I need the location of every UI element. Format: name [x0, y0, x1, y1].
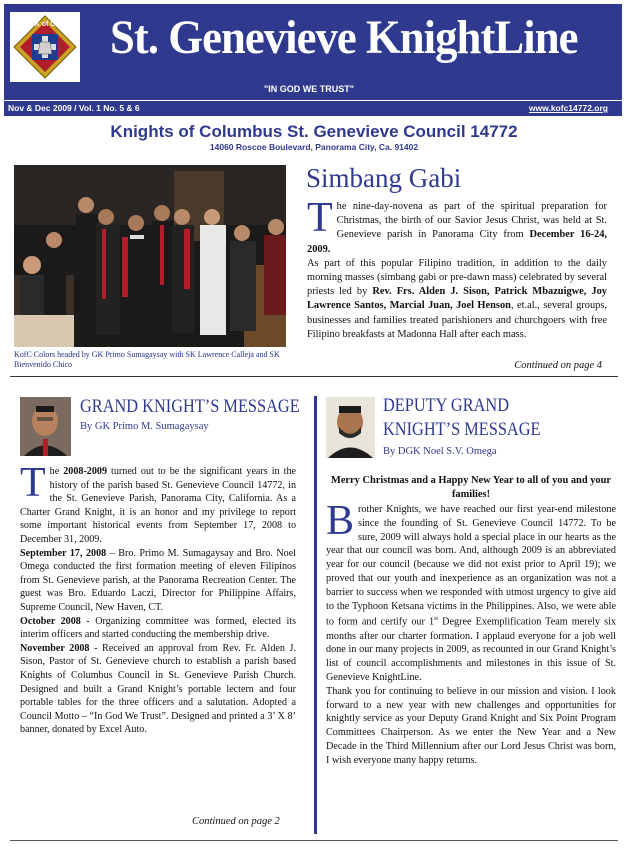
issue-info: Nov & Dec 2009 / Vol. 1 No. 5 & 6: [8, 103, 140, 113]
council-address: 14060 Roscoe Boulevard, Panorama City, Ca. 91402: [209, 142, 419, 152]
simbang-gabi-headline: Simbang Gabi: [306, 163, 462, 193]
divider: [10, 376, 618, 377]
issue-strip: [4, 101, 622, 116]
deputy-grand-knight-byline: By DGK Noel S.V. Omega: [383, 446, 497, 457]
deputy-grand-knight-headline: DEPUTY GRAND KNIGHT’S MESSAGE: [383, 395, 541, 440]
grand-knight-article: The 2008-2009 turned out to be the significant years in the history of the parish based St. Genevieve Council 14772, in the St. Genevieve Parish, Panorama City, California. As a Charter Grand Knight, it is an honor and my privilege to report some important historical events from September 17, 2008 to December 31, 2009. September 17, 2008 – Bro. Primo M. Sumagaysay and Bro. Noel Omega conducted the first formation meeting of eleven Filipinos from St. Genevieve parish, at the Panorama Recreation Center. The guest was Bro. Eduardo Laczi, Director for Philippine Affairs, Supreme Council, New Haven, CT. October 2008 - Organizing committee was formed, elected its interim officers and started conducting the membership drive. November 2008 - Received an approval from Rev. Fr. Alden J. Sison, Pastor of St. Genevieve church to establish a parish based Knights of Columbus Council in St. Genevieve Parish Church. Designed and built a Grand Knight’s portable lectern and four portable tables for the three officers and a salutation. Adopted a Council Motto – “In God We Trust”. Designed and printed a 3’ X 8’ banner, donated by Excel Auto.: [20, 460, 296, 736]
grand-knight-headline: GRAND KNIGHT’S MESSAGE: [80, 396, 300, 417]
photo-caption: KofC Colors headed by GK Primo Sumagaysay with SK Lawrence Calleja and SK Bienvenido Chico: [14, 350, 280, 369]
svg-text:K of C: K of C: [34, 21, 56, 28]
continued-page-2: Continued on page 2: [192, 816, 280, 827]
column-divider: [314, 396, 317, 834]
newsletter-motto: "IN GOD WE TRUST": [264, 84, 355, 94]
council-name: Knights of Columbus St. Genevieve Council 14772: [110, 122, 518, 141]
holiday-greeting: Merry Christmas and a Happy New Year to all of you and your families!: [331, 475, 611, 500]
colors-procession-photo: [14, 165, 286, 347]
grand-knight-portrait: [20, 397, 71, 456]
website-link[interactable]: www.kofc14772.org: [528, 103, 608, 113]
deputy-grand-knight-portrait: [326, 397, 375, 458]
continued-page-4: Continued on page 4: [514, 360, 602, 371]
drop-cap: T: [307, 195, 333, 241]
newsletter-title: St. Genevieve KnightLine: [110, 11, 578, 64]
drop-cap: T: [20, 460, 46, 506]
deputy-grand-knight-article: Brother Knights, we have reached our first year-end milestone since the founding of St. Genevieve Council 14772. To be sure, 2009 will always hold a special place in our hearts as the year that our council was born. And, although 2009 is an abbreviated year for our council (because we did not exist prior to April 19); we proved that our youth and inexperience as an organization was not a barrier to success when we responded with utmost urgency to give aid to the Typhoon Ketsana victims in the Philippines. Also, we were able to form and certify our 1st Degree Exemplification Team merely six months after our charter formation. I applaud everyone for a job well done in our many projects in 2009, as recounted in our Grand Knight’s list of council accomplishments and milestones in this issue of St. Genevieve KnightLine. Thank you for continuing to believe in our mission and vision. I look forward to a new year with new challenges and opportunities for knightly service as your Deputy Grand Knight and Six Point Program Committees Chairperson. As we enter the New Year and a New Decade in the Third Millennium after our Lord Jesus Christ was born, I wish everyone many happy returns.: [326, 498, 616, 766]
masthead: [4, 4, 622, 100]
grand-knight-byline: By GK Primo M. Sumagaysay: [80, 421, 209, 432]
drop-cap: B: [326, 498, 355, 544]
divider: [10, 840, 618, 841]
simbang-gabi-article: The nine-day-novena as part of the spiritual preparation for Christmas, the birth of our Savior Jesus Christ, was held at St. Genevieve parish in Panorama City from December 16-24, 2009. As part of this popular Filipino tradition, in addition to the daily morning masses (simbang gabi or pre-dawn mass) celebrated by several priests led by Rev. Frs. Alden J. Sison, Patrick Mbazuigwe, Joy Lawrence Santos, Marcial Juan, Joel Henson, et.al., several groups, businesses and families treated parishioners and churchgoers with free Filipino breakfasts at Madonna Hall after each mass.: [307, 195, 608, 340]
knights-of-columbus-emblem-icon: [10, 12, 80, 82]
